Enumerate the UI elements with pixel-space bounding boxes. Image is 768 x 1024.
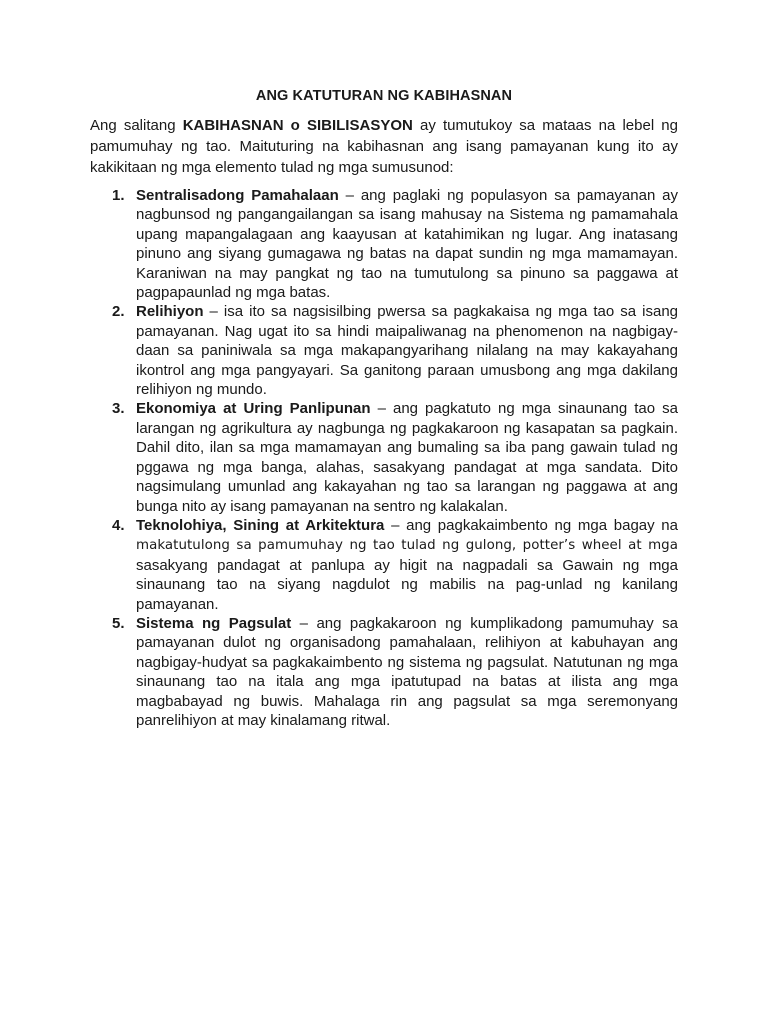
item-term: Sentralisadong Pamahalaan <box>136 187 339 204</box>
item-term: Sistema ng Pagsulat <box>136 614 292 632</box>
list-item <box>90 399 678 515</box>
item-text: – isa ito sa nagsisilbing pwersa sa pagkakaisa ng mga tao sa isang pamayanan. Nag ugat ito sa hindi maipaliwanag na phenomenon na nagbigay-daan sa paniniwala sa mga makapangyarihang nilalang na may kakayahang ikontrol ang mga pangyayari. Sa ganitong paraan umusbong ang mga dakilang relihiyon ng mundo. <box>136 303 678 399</box>
intro-text-end: ay tumutukoy sa mataas na lebel ng pamumuhay ng tao. Maituturing na kabihasnan ang isang pamayanan kung ito ay kakikitaan ng mga elemento tulad ng mga sumusunod: <box>90 117 678 176</box>
item-text: – ang pagkakaimbento ng mga bagay na <box>384 516 678 534</box>
item-text-alt-font: makatutulong sa pamumuhay ng tao tulad ng gulong, potter’s wheel at mga <box>136 538 678 554</box>
item-term: Teknolohiya, Sining at Arkitektura <box>136 516 385 534</box>
item-number: 3. <box>112 400 125 418</box>
item-number: 4. <box>112 516 125 534</box>
item-text: – ang pagkakaroon ng kumplikadong pamumuhay sa pamayanan dulot ng organisadong pamahalaan, relihiyon at kabuhayan ang nagbigay-hudyat sa pagkakaimbento ng sistema ng pagsulat. Natutunan ng mga sinaunang tao na itala ang mga ipatutupad na batas at ilista ang mga magbabayad ng buwis. Mahalaga rin ang pagsulat sa mga seremonyang panrelihiyon at may kinalamang ritwal. <box>136 614 678 729</box>
list-item <box>90 614 678 730</box>
list-item <box>90 516 678 614</box>
list-item <box>90 302 678 399</box>
document-page <box>90 88 678 730</box>
document-title: ANG KATUTURAN NG KABIHASNAN <box>255 88 513 104</box>
item-number: 1. <box>112 187 125 204</box>
list-item <box>90 186 678 302</box>
item-number: 5. <box>112 614 125 632</box>
elements-list <box>90 186 678 730</box>
intro-text-start: Ang salitang <box>90 117 183 134</box>
item-number: 2. <box>112 303 125 321</box>
intro-paragraph <box>90 115 678 178</box>
item-term: Relihiyon <box>136 303 204 321</box>
item-text: – ang paglaki ng populasyon sa pamayanan ay nagbunsod ng pangangailangan sa isang mahusay na Sistema ng pamamahala upang mapangalagaan ang kaayusan at katahimikan ng lugar. Ang inatasang pinuno ang siyang gumagawa ng batas na dapat sundin ng mga mamamayan. Karaniwan na may pangkat ng tao na tumutulong sa pinuno sa paggawa at pagpapaunlad ng mga batas. <box>136 187 678 302</box>
item-text: sasakyang pandagat at panlupa ay higit na nagpadali sa Gawain ng mga sinaunang tao na siyang nagdulot ng mabilis na pag-unlad ng kanilang pamayanan. <box>136 556 678 613</box>
item-text: – ang pagkatuto ng mga sinaunang tao sa larangan ng agrikultura ay nagbunga ng pagkakaroon ng kasapatan sa pagkain. Dahil dito, ilan sa mga mamamayan ang bumaling sa iba pang gawain tulad ng pggawa ng mga banga, alahas, sasakyang pandagat at mga sandata. Dito nagsimulang umunlad ang kakayahan ng tao sa larangan ng paggawa at ang bunga nito ay isang pamayanan na sentro ng kalakalan. <box>136 400 678 515</box>
intro-bold-term: KABIHASNAN o SIBILISASYON <box>182 117 413 134</box>
item-term: Ekonomiya at Uring Panlipunan <box>136 400 371 418</box>
